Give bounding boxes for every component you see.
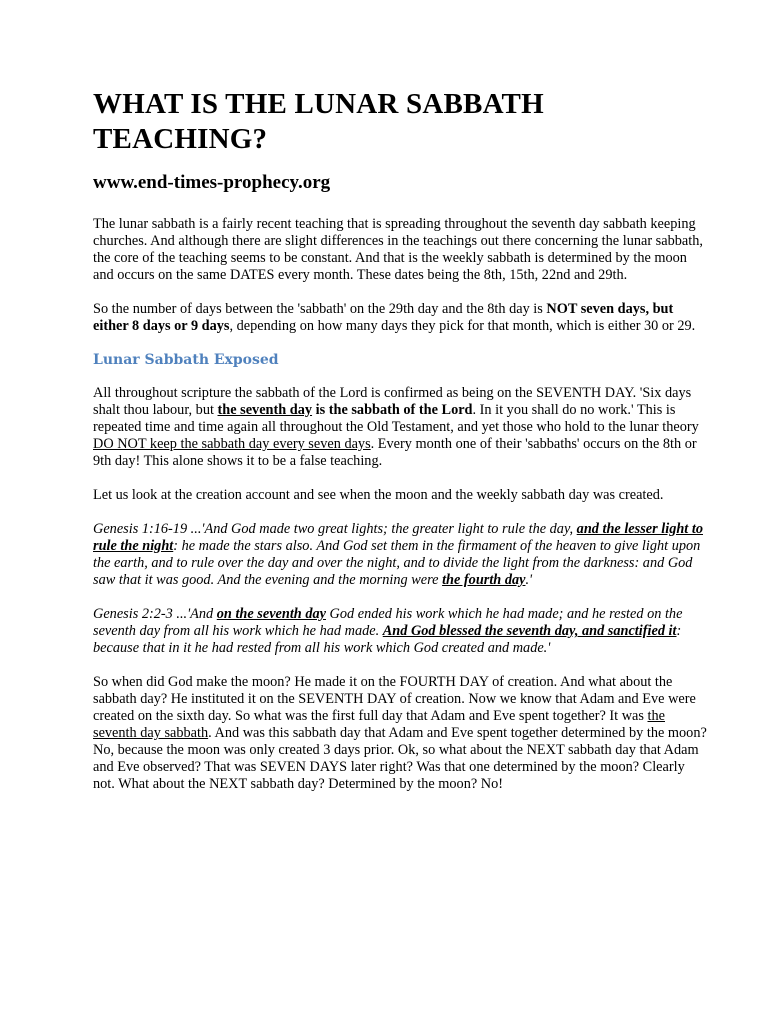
moon-text-1: So when did God make the moon? He made it on the FOURTH DAY of creation. And what about the sabbath day? He instituted it on the SEVENTH DAY of creation. Now we know that Adam and Eve were created on the sixth day. So what was the first full day that Adam and Eve spent together? It was (93, 674, 696, 724)
website-url: www.end-times-prophecy.org (93, 172, 331, 193)
days-paragraph (93, 301, 708, 335)
genesis-2-emphasis-1: on the seventh day (216, 606, 326, 622)
genesis-2-quote (93, 606, 708, 657)
document-title: WHAT IS THE LUNAR SABBATH TEACHING? (93, 88, 544, 155)
days-text-before: So the number of days between the 'sabbath' on the 29th day and the 8th day is (93, 301, 547, 317)
days-emphasis: NOT seven days, but either 8 days or 9 days (93, 301, 674, 334)
moon-underlined: the seventh day sabbath (93, 708, 665, 741)
scripture-paragraph (93, 385, 708, 470)
scripture-underlined: DO NOT keep the sabbath day every seven days (93, 436, 371, 452)
intro-paragraph: The lunar sabbath is a fairly recent teaching that is spreading throughout the seventh day sabbath keeping churches. And although there are slight differences in the teachings out there concerning the lunar sabbath, the core of the teaching seems to be constant. And that is the weekly sabbath is determined by the moon and occurs on the same DATES every month. These dates being the 8th, 15th, 22nd and 29th. (93, 216, 703, 283)
scripture-emphasis (218, 402, 473, 418)
moon-text-2: . And was this sabbath day that Adam and Eve spent together determined by the moon? No, because the moon was only created 3 days prior. Ok, so what about the NEXT sabbath day that Adam and Eve observed? That was SEVEN DAYS later right? Was that one determined by the moon? Clearly not. What about the NEXT sabbath day? Determined by the moon? No! (93, 725, 707, 792)
days-text-after: , depending on how many days they pick for that month, which is either 30 or 29. (229, 318, 696, 334)
creation-paragraph: Let us look at the creation account and see when the moon and the weekly sabbath day was created. (93, 487, 664, 503)
genesis-1-emphasis-1: and the lesser light to rule the night (93, 521, 703, 554)
genesis-2-text-2: God ended his work which he had made; and he rested on the seventh day from all his work which he had made. (93, 606, 683, 639)
genesis-1-text-3: .' (525, 572, 533, 588)
genesis-1-quote (93, 521, 708, 589)
genesis-2-emphasis-2: And God blessed the seventh day, and sanctified it (382, 623, 677, 639)
scripture-text-3: . Every month one of their 'sabbaths' occurs on the 8th or 9th day! This alone shows it to be a false teaching. (93, 436, 697, 469)
genesis-1-emphasis-2: the fourth day (442, 572, 526, 588)
genesis-1-text-2: : he made the stars also. And God set them in the firmament of the heaven to give light upon the earth, and to rule over the day and over the night, and to divide the light from the darkness: and God saw that it was good. And the evening and the morning were (93, 538, 701, 588)
moon-paragraph (93, 674, 708, 793)
genesis-1-text-1: Genesis 1:16-19 ...'And God made two great lights; the greater light to rule the day, (93, 521, 577, 537)
genesis-2-text-1: Genesis 2:2-3 ...'And (93, 606, 217, 622)
sabbath-of-lord-bold: is the sabbath of the Lord (312, 402, 473, 418)
section-heading: Lunar Sabbath Exposed (93, 352, 279, 368)
genesis-2-text-3: : because that in it he had rested from all his work which God created and made.' (93, 623, 682, 656)
seventh-day-underlined: the seventh day (217, 402, 313, 418)
scripture-text-2: . In it you shall do no work.' This is repeated time and time again all throughout the Old Testament, and yet those who hold to the lunar theory (93, 402, 699, 435)
scripture-text-1: All throughout scripture the sabbath of the Lord is confirmed as being on the SEVENTH DAY. 'Six days shalt thou labour, but (93, 385, 692, 418)
